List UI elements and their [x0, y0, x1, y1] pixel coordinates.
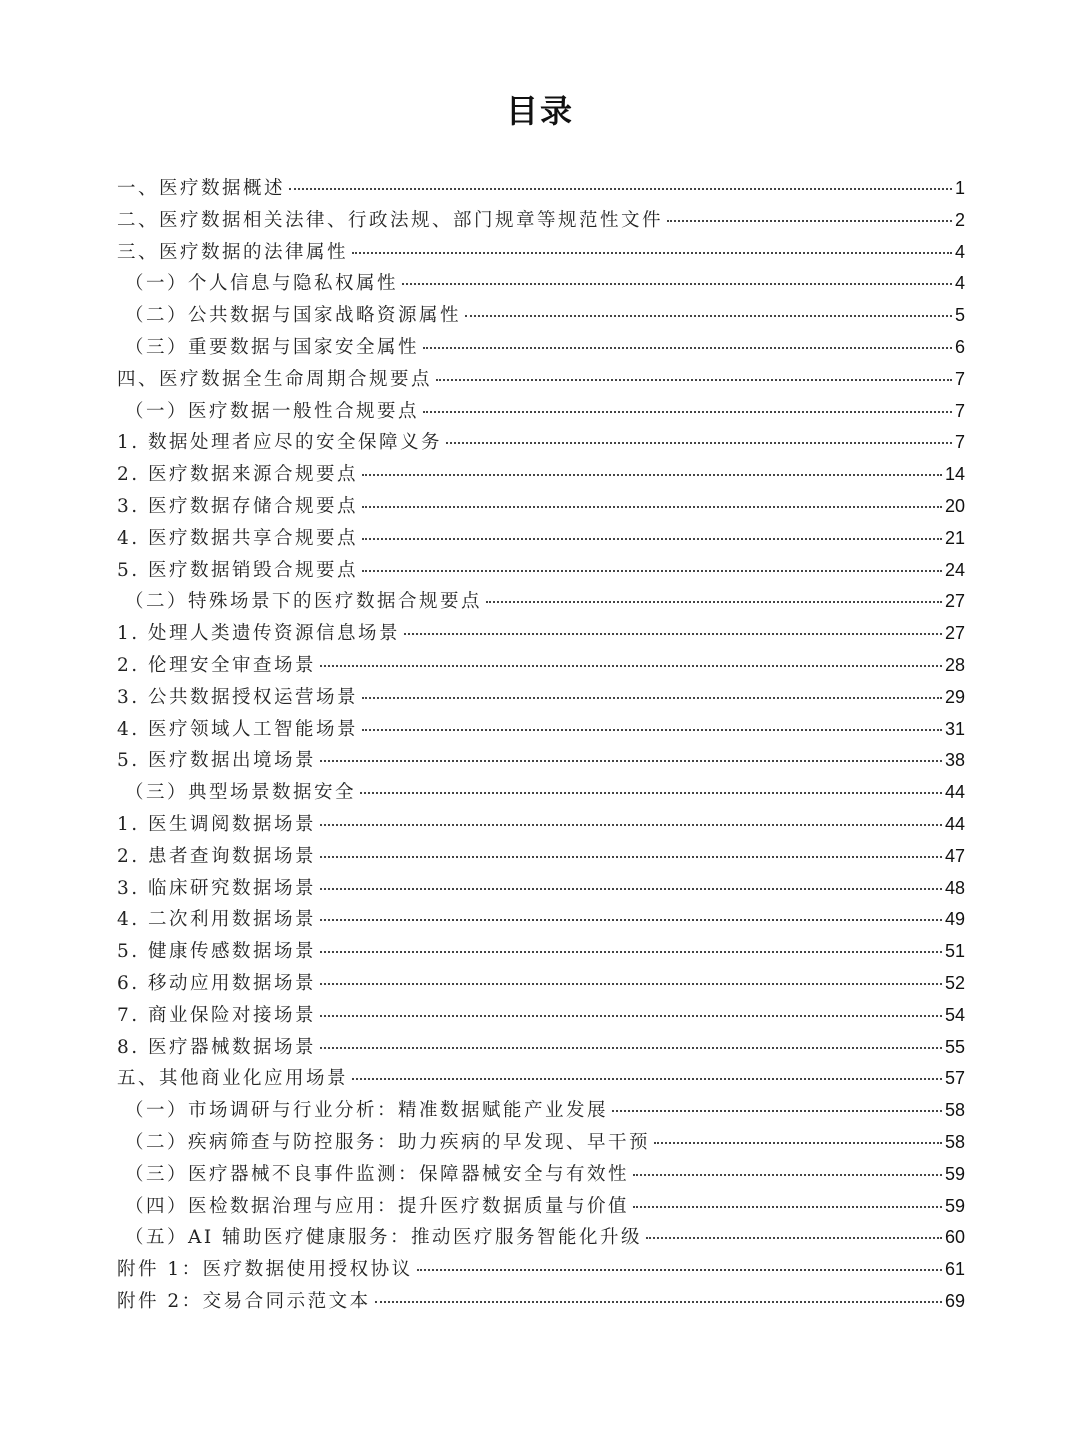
toc-entry-page-number: 38: [944, 750, 965, 771]
toc-entry-title: 三、医疗数据的法律属性: [117, 241, 349, 263]
toc-entry-title: 附件 2：交易合同示范文本: [117, 1290, 371, 1312]
toc-entry-title: 5. 健康传感数据场景: [117, 941, 317, 963]
toc-entry-title: （三）典型场景数据安全: [125, 782, 357, 804]
toc-entry-page-number: 58: [944, 1100, 965, 1121]
toc-dot-leader: [465, 315, 952, 317]
toc-dot-leader: [667, 220, 952, 222]
toc-entry-title: （二）疾病筛查与防控服务：助力疾病的早发现、早干预: [125, 1131, 651, 1153]
toc-dot-leader: [436, 379, 952, 381]
toc-entry[interactable]: [117, 1096, 965, 1128]
toc-entry[interactable]: [117, 206, 965, 238]
toc-entry-title: 4. 二次利用数据场景: [117, 909, 317, 931]
toc-entry[interactable]: [117, 683, 965, 715]
toc-dot-leader: [446, 442, 952, 444]
toc-entry-page-number: 69: [944, 1290, 965, 1311]
toc-dot-leader: [320, 951, 942, 953]
toc-entry[interactable]: [117, 874, 965, 906]
toc-entry[interactable]: [117, 905, 965, 937]
toc-entry[interactable]: [117, 746, 965, 778]
toc-entry-page-number: 59: [944, 1163, 965, 1184]
toc-entry-title: 7. 商业保险对接场景: [117, 1004, 317, 1026]
toc-entry-title: 3. 临床研究数据场景: [117, 877, 317, 899]
toc-entry-page-number: 49: [944, 909, 965, 930]
toc-entry[interactable]: [117, 1128, 965, 1160]
toc-entry-title: 附件 1：医疗数据使用授权协议: [117, 1259, 413, 1281]
toc-entry-title: （三）重要数据与国家安全属性: [125, 336, 420, 358]
toc-entry-title: 1. 处理人类遗传资源信息场景: [117, 623, 401, 645]
toc-dot-leader: [654, 1142, 942, 1144]
toc-entry[interactable]: [117, 651, 965, 683]
toc-entry-page-number: 54: [944, 1004, 965, 1025]
toc-entry-page-number: 48: [944, 877, 965, 898]
toc-entry[interactable]: [117, 365, 965, 397]
toc-entry-page-number: 60: [944, 1227, 965, 1248]
toc-entry-page-number: 5: [954, 305, 965, 326]
toc-entry[interactable]: [117, 619, 965, 651]
toc-entry[interactable]: [117, 1255, 965, 1287]
toc-entry[interactable]: [117, 428, 965, 460]
toc-entry-title: 1. 医生调阅数据场景: [117, 813, 317, 835]
toc-entry-page-number: 1: [954, 178, 965, 198]
toc-entry-page-number: 21: [944, 527, 965, 548]
toc-entry-page-number: 44: [944, 782, 965, 803]
toc-entry-page-number: 29: [944, 686, 965, 707]
toc-entry-page-number: 58: [944, 1131, 965, 1152]
toc-entry-title: 8. 医疗器械数据场景: [117, 1036, 317, 1058]
toc-entry-title: 3. 医疗数据存储合规要点: [117, 495, 359, 517]
toc-entry[interactable]: [117, 715, 965, 747]
toc-entry-title: 5. 医疗数据出境场景: [117, 750, 317, 772]
toc-entry-title: 五、其他商业化应用场景: [117, 1068, 349, 1090]
toc-dot-leader: [320, 1015, 942, 1017]
toc-entry[interactable]: [117, 1160, 965, 1192]
toc-dot-leader: [362, 538, 942, 540]
toc-entry[interactable]: [117, 397, 965, 429]
toc-dot-leader: [423, 347, 952, 349]
toc-entry-title: 一、医疗数据概述: [117, 178, 286, 199]
toc-entry[interactable]: [117, 810, 965, 842]
toc-entry-page-number: 61: [944, 1259, 965, 1280]
toc-entry-page-number: 31: [944, 718, 965, 739]
toc-entry-page-number: 14: [944, 464, 965, 485]
toc-entry-page-number: 7: [954, 368, 965, 389]
toc-entry[interactable]: [117, 333, 965, 365]
toc-entry-title: 2. 伦理安全审查场景: [117, 654, 317, 676]
toc-entry-title: （一）市场调研与行业分析：精准数据赋能产业发展: [125, 1100, 609, 1122]
toc-entry-page-number: 27: [944, 591, 965, 612]
toc-entry[interactable]: [117, 778, 965, 810]
toc-entry-title: （一）个人信息与隐私权属性: [125, 273, 399, 295]
toc-entry-title: （二）公共数据与国家战略资源属性: [125, 305, 462, 327]
toc-entry-title: 四、医疗数据全生命周期合规要点: [117, 368, 433, 390]
toc-dot-leader: [289, 188, 952, 190]
toc-entry-title: 4. 医疗领域人工智能场景: [117, 718, 359, 740]
toc-dot-leader: [612, 1110, 942, 1112]
toc-dot-leader: [402, 283, 952, 285]
toc-entry[interactable]: [117, 524, 965, 556]
toc-dot-leader: [320, 665, 942, 667]
toc-entry[interactable]: [117, 1192, 965, 1224]
toc-dot-leader: [362, 697, 942, 699]
toc-entry-page-number: 6: [954, 336, 965, 357]
toc-entry[interactable]: [117, 460, 965, 492]
toc-entry-title: 2. 患者查询数据场景: [117, 845, 317, 867]
toc-dot-leader: [352, 1078, 942, 1080]
toc-entry-page-number: 27: [944, 623, 965, 644]
toc-dot-leader: [320, 888, 942, 890]
toc-entry[interactable]: [117, 492, 965, 524]
toc-entry-title: （一）医疗数据一般性合规要点: [125, 400, 420, 422]
toc-entry-page-number: 47: [944, 845, 965, 866]
toc-dot-leader: [404, 633, 942, 635]
toc-entry[interactable]: [117, 969, 965, 1001]
toc-entry[interactable]: [117, 301, 965, 333]
toc-entry[interactable]: [117, 556, 965, 588]
toc-entry[interactable]: [117, 587, 965, 619]
page-title: 目录: [505, 92, 574, 130]
toc-entry[interactable]: [117, 238, 965, 270]
toc-entry-title: 3. 公共数据授权运营场景: [117, 686, 359, 708]
toc-entry-title: （二）特殊场景下的医疗数据合规要点: [125, 591, 483, 613]
toc-dot-leader: [362, 506, 942, 508]
toc-dot-leader: [320, 983, 942, 985]
toc-entry-page-number: 51: [944, 941, 965, 962]
toc-entry[interactable]: [117, 1064, 965, 1096]
toc-dot-leader: [362, 729, 942, 731]
toc-entry-title: （四）医检数据治理与应用：提升医疗数据质量与价值: [125, 1195, 630, 1217]
toc-entry-title: （三）医疗器械不良事件监测：保障器械安全与有效性: [125, 1163, 630, 1185]
toc-entry-title: 二、医疗数据相关法律、行政法规、部门规章等规范性文件: [117, 209, 664, 231]
toc-entry-page-number: 2: [954, 209, 965, 230]
toc-entry-page-number: 44: [944, 813, 965, 834]
toc-dot-leader: [320, 824, 942, 826]
toc-entry-page-number: 59: [944, 1195, 965, 1216]
toc-entry-title: （五）AI 辅助医疗健康服务：推动医疗服务智能化升级: [125, 1227, 643, 1249]
toc-dot-leader: [486, 601, 942, 603]
toc-dot-leader: [362, 474, 942, 476]
toc-dot-leader: [646, 1237, 942, 1239]
toc-entry[interactable]: [117, 842, 965, 874]
toc-entry-page-number: 4: [954, 241, 965, 262]
toc-dot-leader: [633, 1206, 942, 1208]
toc-dot-leader: [362, 570, 942, 572]
toc-entry[interactable]: [117, 1287, 965, 1319]
toc-entry-page-number: 20: [944, 495, 965, 516]
toc-entry-title: 6. 移动应用数据场景: [117, 972, 317, 994]
table-of-contents: [117, 174, 965, 1319]
toc-entry-title: 4. 医疗数据共享合规要点: [117, 527, 359, 549]
toc-entry-title: 5. 医疗数据销毁合规要点: [117, 559, 359, 581]
toc-entry-page-number: 4: [954, 273, 965, 294]
toc-dot-leader: [633, 1174, 942, 1176]
toc-dot-leader: [352, 252, 952, 254]
toc-entry-title: 2. 医疗数据来源合规要点: [117, 464, 359, 486]
toc-entry[interactable]: [117, 1033, 965, 1065]
toc-entry-page-number: 7: [954, 432, 965, 453]
toc-entry[interactable]: [117, 269, 965, 301]
toc-entry-page-number: 52: [944, 972, 965, 993]
toc-dot-leader: [320, 856, 942, 858]
toc-entry[interactable]: [117, 1223, 965, 1255]
toc-entry[interactable]: [117, 1001, 965, 1033]
toc-dot-leader: [417, 1269, 942, 1271]
toc-entry-page-number: 57: [944, 1068, 965, 1089]
toc-dot-leader: [320, 1047, 942, 1049]
toc-dot-leader: [423, 411, 952, 413]
toc-entry-page-number: 24: [944, 559, 965, 580]
toc-entry-page-number: 7: [954, 400, 965, 421]
toc-dot-leader: [360, 792, 942, 794]
toc-entry[interactable]: [117, 937, 965, 969]
toc-entry[interactable]: [117, 174, 965, 206]
toc-dot-leader: [320, 919, 942, 921]
toc-entry-page-number: 55: [944, 1036, 965, 1057]
toc-entry-title: 1. 数据处理者应尽的安全保障义务: [117, 432, 443, 454]
toc-entry-page-number: 28: [944, 654, 965, 675]
toc-dot-leader: [375, 1301, 942, 1303]
toc-dot-leader: [320, 760, 942, 762]
